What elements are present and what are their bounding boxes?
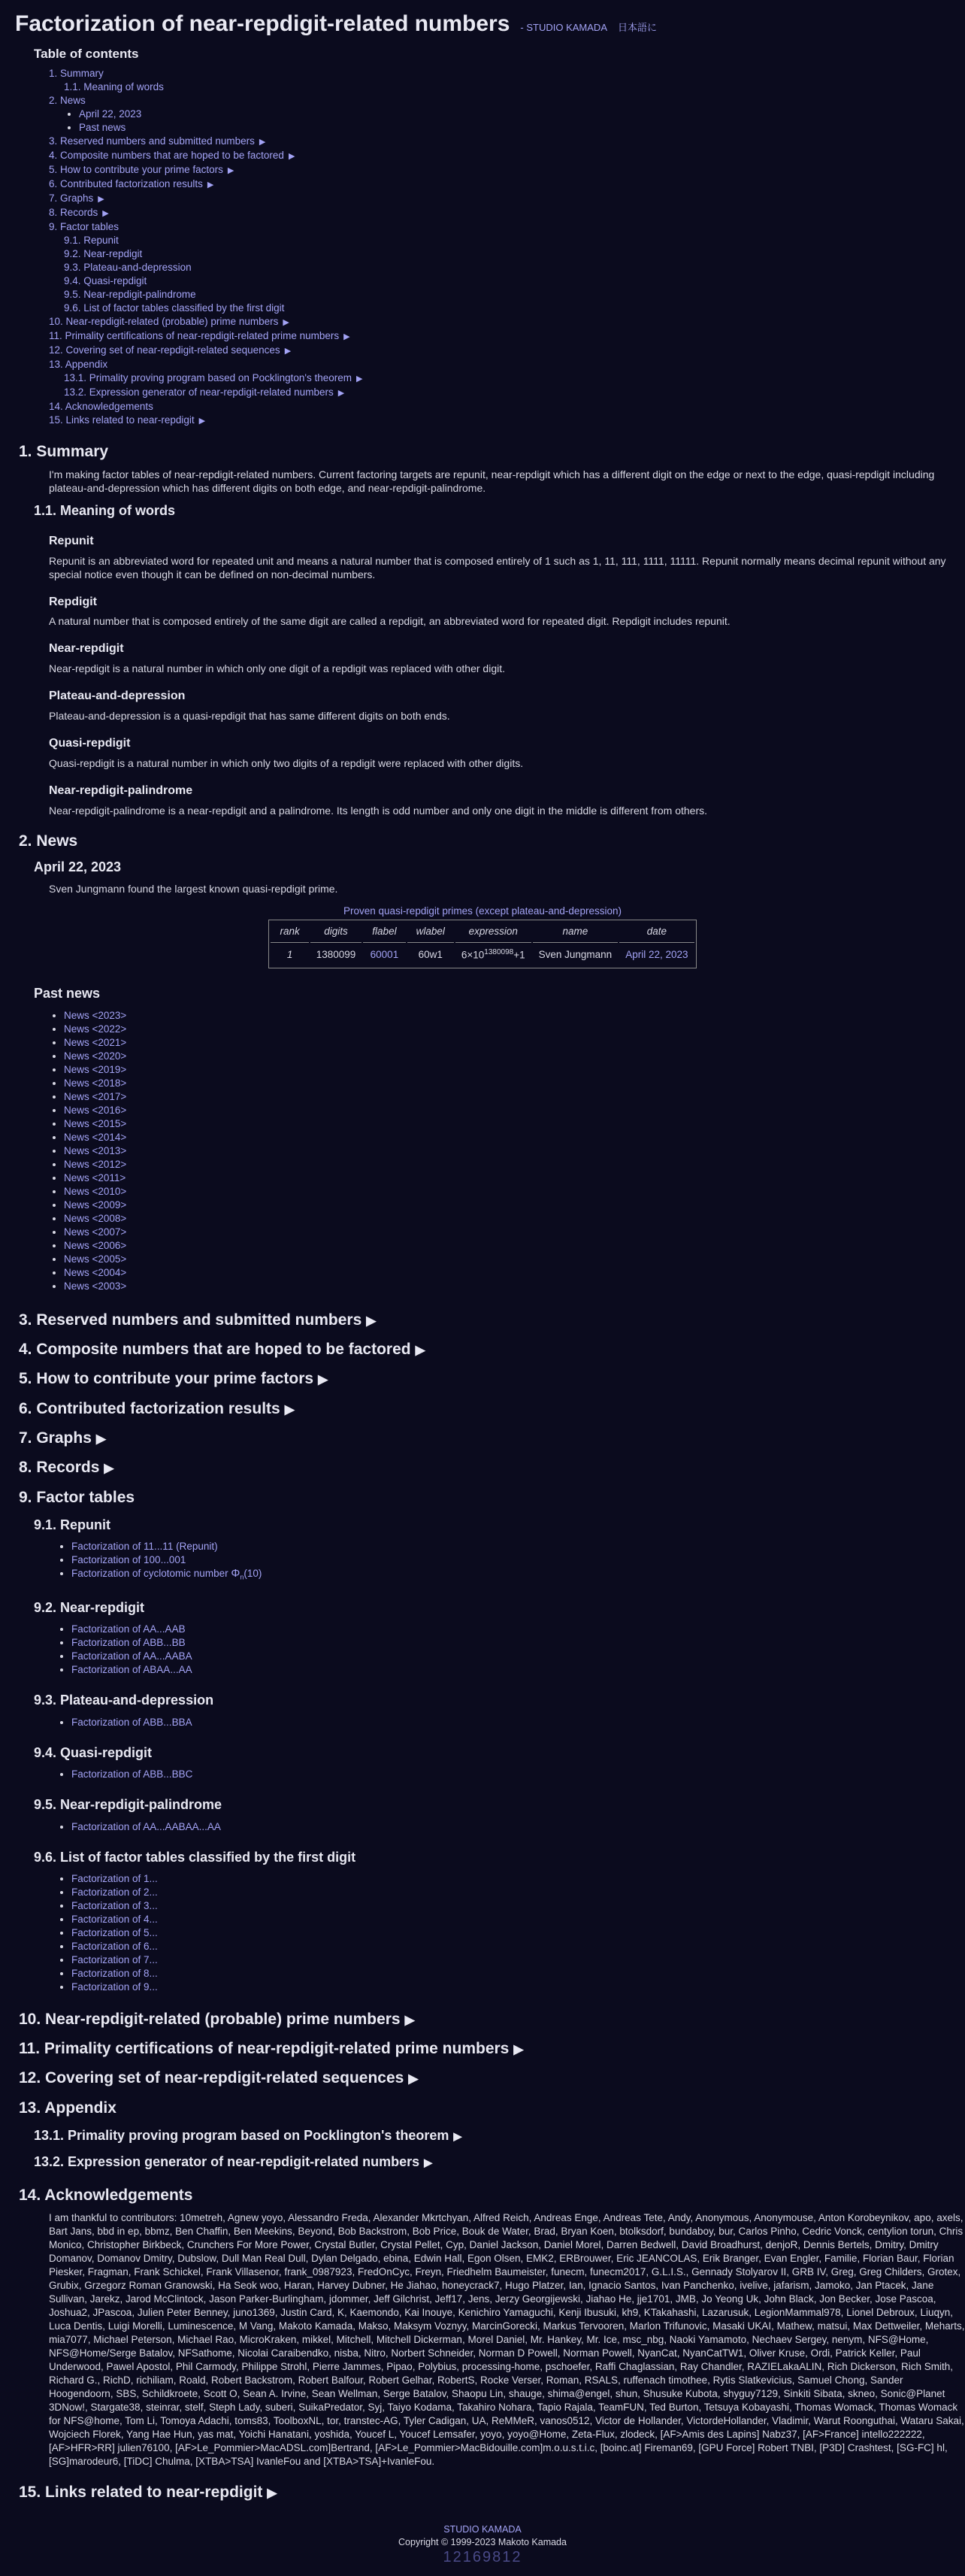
- toc-link[interactable]: 9.5. Near-repdigit-palindrome: [64, 289, 196, 301]
- toc-link[interactable]: 1.1. Meaning of words: [64, 81, 164, 93]
- list-item: [71, 1953, 950, 1967]
- triangle-icon: ▶: [95, 1431, 106, 1446]
- repunit-links: [71, 1540, 950, 1584]
- factor-table-link[interactable]: Factorization of cyclotomic number $\Phi_n(10)$: [71, 1567, 262, 1581]
- past-news-link[interactable]: News <2013>: [64, 1144, 127, 1156]
- past-news-link[interactable]: News <2015>: [64, 1117, 127, 1129]
- primes-table-caption: Proven quasi-repdigit primes (except plateau-and-depression): [343, 905, 622, 917]
- section-heading[interactable]: 7. Graphs ▶: [19, 1429, 106, 1447]
- section-heading[interactable]: 4. Composite numbers that are hoped to be factored ▶: [19, 1341, 425, 1359]
- triangle-icon: ▶: [267, 2486, 277, 2501]
- factor-table-link[interactable]: Factorization of 1...: [71, 1872, 158, 1884]
- primes-table: [268, 920, 696, 969]
- term-definition: Repunit is an abbreviated word for repeated unit and means a natural number that is composed entirely of 1 such as 1, 11, 111, 1111, 11111. Repunit normally means decimal repunit without any special notice even though it can be defined on non-decimal numbers.: [49, 554, 946, 580]
- toc-link[interactable]: 13.1. Primality proving program based on Pocklington's theorem ▶: [64, 372, 363, 384]
- triangle-icon: ▶: [259, 138, 266, 147]
- past-news-link[interactable]: News <2006>: [64, 1239, 127, 1251]
- digits-cell: 1380099: [310, 942, 362, 966]
- copyright: Copyright © 1999-2023 Makoto Kamada: [398, 2537, 567, 2548]
- column-header: rank: [280, 925, 300, 937]
- toc-link[interactable]: 4. Composite numbers that are hoped to be factored ▶: [49, 150, 295, 162]
- subsection-heading: 9.3. Plateau-and-depression: [34, 1693, 214, 1708]
- past-news-link[interactable]: News <2023>: [64, 1009, 127, 1021]
- term-heading: Repdigit: [49, 595, 97, 608]
- past-news-list: [64, 1009, 950, 1293]
- list-item: [71, 1716, 950, 1729]
- past-news-link[interactable]: News <2003>: [64, 1280, 127, 1292]
- list-item: [71, 1926, 950, 1940]
- triangle-icon: ▶: [283, 318, 289, 328]
- toc-link[interactable]: April 22, 2023: [79, 108, 142, 120]
- list-item: [64, 1063, 950, 1077]
- column-header: expression: [468, 925, 518, 937]
- factor-tables-heading: 9. Factor tables: [19, 1488, 135, 1506]
- list-item: [71, 1623, 950, 1636]
- factor-table-link[interactable]: Factorization of AA...AABAA...AA: [71, 1820, 221, 1832]
- language-link[interactable]: 日本語に: [618, 22, 658, 33]
- list-item: [64, 1185, 950, 1199]
- triangle-icon: ▶: [227, 166, 234, 176]
- triangle-icon: ▶: [337, 389, 345, 399]
- list-item: [64, 1253, 950, 1266]
- past-news-heading: Past news: [34, 986, 101, 1002]
- toc-link[interactable]: 12. Covering set of near-repdigit-related sequences ▶: [49, 344, 291, 356]
- list-item: [64, 1239, 950, 1253]
- factor-table-link[interactable]: Factorization of 2...: [71, 1886, 158, 1898]
- triangle-icon: ▶: [284, 347, 291, 356]
- term-definition: Plateau-and-depression is a quasi-repdigit that has same different digits on both ends.: [49, 709, 450, 722]
- list-item: [71, 1967, 950, 1980]
- toc-link[interactable]: 1. Summary: [49, 68, 104, 80]
- list-item: [71, 1980, 950, 1994]
- list-item: [71, 1899, 950, 1913]
- date-link[interactable]: April 22, 2023: [625, 949, 688, 961]
- list-item: [71, 1553, 950, 1567]
- triangle-icon: ▶: [408, 2071, 419, 2087]
- triangle-icon: ▶: [453, 2131, 462, 2144]
- palindrome-links: [71, 1820, 950, 1834]
- toc-link[interactable]: 8. Records ▶: [49, 207, 109, 219]
- toc-link[interactable]: 3. Reserved numbers and submitted numbers ▶: [49, 135, 266, 147]
- page-header: [15, 9, 950, 38]
- column-header: date: [646, 925, 667, 937]
- list-item: [64, 1090, 950, 1104]
- near-repdigit-links: [71, 1623, 950, 1677]
- list-item: [64, 1050, 950, 1063]
- toc-link[interactable]: 5. How to contribute your prime factors ▶: [49, 164, 234, 176]
- triangle-icon: ▶: [415, 1343, 425, 1358]
- list-item: [64, 1280, 950, 1293]
- toc-link[interactable]: 10. Near-repdigit-related (probable) prime numbers ▶: [49, 316, 289, 328]
- factor-table-link[interactable]: Factorization of 3...: [71, 1899, 158, 1911]
- table-of-contents: [34, 46, 950, 428]
- triangle-icon: ▶: [104, 1461, 114, 1476]
- rank-cell: 1: [271, 942, 308, 966]
- list-item: [71, 1540, 950, 1553]
- factor-table-link[interactable]: Factorization of 6...: [71, 1940, 158, 1952]
- list-item: [64, 1023, 950, 1036]
- past-news-link[interactable]: News <2004>: [64, 1266, 127, 1278]
- subsection-heading: 9.6. List of factor tables classified by the first digit: [34, 1849, 356, 1865]
- flabel-link[interactable]: 60001: [370, 949, 399, 961]
- page-title: Factorization of near-repdigit-related numbers: [15, 11, 510, 36]
- subsection-heading[interactable]: 13.2. Expression generator of near-repdigit-related numbers ▶: [34, 2154, 433, 2170]
- footer: [15, 2523, 950, 2565]
- toc-link[interactable]: 2. News: [49, 95, 86, 107]
- list-item: [64, 1036, 950, 1050]
- section-heading[interactable]: 10. Near-repdigit-related (probable) prime numbers ▶: [19, 2010, 415, 2028]
- first-digit-links: [71, 1872, 950, 1994]
- acknowledgements-text: I am thankful to contributors: 10metreh, Agnew yoyo, Alessandro Freda, Alexander Mkrtchyan, Alfred Reich, Andreas Enge, Andreas Tete, Andy, Anonymous, Anonymouse, Anton Korobeynikov, apo, axels, Bart Jans, bbd in ep, bbmz, Ben Chaffin, Ben Meekins, Beyond, Bob Backstrom, Bob Price, Bouk de Water, Brad, Bryan Koen, btolksdorf, bundaboy, bur, Carlos Pinho, Cedric Vonck, centylion torun, Chris Monico, Christopher Birkbeck, Crunchers For More Power, Crystal Butler, Crystal Pellet, Cyp, Daniel Jackson, Daniel Morel, Darren Bedwell, David Broadhurst, denjoR, Dennis Bertels, Dmitry, Dmitry Domanov, Domanov Dmitry, Dubslow, Dull Man Real Dull, Dylan Delgado, ebina, Edwin Hall, Egon Olsen, EMK2, ERBrouwer, Eric JEANCOLAS, Erik Branger, Evan Engler, Familie, Florian Baur, Florian Piesker, Fragman, Frank Schickel, Frank Villasenor, frank_0987923, FredOnCyc, Freyn, Friedhelm Baumeister, funecm, funecm2017, G.L.I.S., Gennady Stolyarov II, GRB IV, Greg, Greg Childers, Grotex, Grubix, Grzegorz Roman Granowski, Ha Seok woo, Haran, Harvey Dubner, He Jiahao, honeycrack7, Hugo Platzer, Ian, Ignacio Santos, Ivan Panchenko, ivelive, jafarism, Jamoko, Jan Ptacek, Jane Sullivan, Jarekz, Jarod McClintock, Jason Parker-Burlingham, jdommer, Jeff Gilchrist, Jeff17, Jens, Jerzy Georgijewski, Jiahao He, jje1701, JMB, Jo Yeong Uk, John Black, Jon Becker, Jose Pascoa, Joshua2, JPascoa, Julien Peter Benney, juno1369, Justin Card, K, Kaemondo, Kai Inouye, Kenichiro Yamaguchi, Kenji Ibusuki, kh9, KTakahashi, Lazarusuk, LegionMammal978, Lionel Debroux, Liuqyn, Luca Dentis, Luigi Morelli, Luminescence, M Vang, Makoto Kamada, Makso, Maksym Voznyy, MarcinGorecki, Markus Tervooren, Marlon Trifunovic, Masaki UKAI, Mathew, matsui, Max Dettweiler, Meharts, mia7077, Michael Peterson, Michael Rao, MicroKraken, mikkel, Mitchell, Mitchell Dickerman, Morel Daniel, Mr. Hankey, Mr. Ice, msc_nbg, Naoki Yamamoto, Nechaev Sergey, nenym, NFS@Home, NFS@Home/Serge Batalov, NFSathome, Nicolai Caraibendko, nisba, Nitro, Norbert Schneider, Norman D Powell, Norman Powell, NyanCat, NyanCatTW1, Oliver Kruse, Ordi, Patrick Keller, Paul Underwood, Pawel Apostol, Phil Carmody, Philippe Strohl, Pierre Jammes, Pipao, Polybius, processing-home, pschoefer, Raffi Chaglassian, Ray Chandler, RAZIELakaALIN, Rich Dickerson, Rich Smith, Richard G., RichD, richiliam, Roald, Robert Backstrom, Robert Balfour, Robert Gelhar, RobertS, Rocke Verser, Roman, RSALS, ruffenach timothee, Rytis Slatkevicius, Samuel Chong, Sander Hoogendoorn, SBS, Schildkroete, Scott O, Sean A. Irvine, Sean Wellman, Serge Batalov, Shaopu Lin, shauge, shima@engel, shun, Shusuke Kubota, shyguy7129, Sinkiti Sibata, skneo, Sonic@Planet 3DNow!, Stargate38, steinrar, stelf, Steph Lady, suberi, SuikaPredator, Syj, Taiyo Kodama, Takahiro Nohara, Tapio Rajala, TeamFUN, Ted Burton, Tetsuya Kobayashi, Thomas Womack, Thomas Womack for NFS@home, Tom Li, Tomoya Adachi, toms83, ToolboxNL, tor, transtec-AG, Tyler Cadigan, UA, ReMMeR, vanos0512, Victor de Hollander, VictordeHollander, Vladimir, Warut Roonguthai, Wataru Sakai, Wojciech Florek, Yang Hae Hun, yas mat, Yoichi Hanatani, yoshida, Youcef L, Youcef Lemsafer, yoyo, yoyo@Home, Zeta-Flux, zlodeck, [AF>Amis des Lapins] Nabz37, [AF>France] intello222222, [AF>HFR>RR] julien76100, [AF>Le_Pommier>MacADSL.com]Bertrand, [AF>Le_Pommier>MacBidouille.com]m.o.u.s.t.i.c, [boinc.at] Fireman69, [GPU Force] Robert TNBI, [P3D] Crashtest, [SG-FC] hl, [SG]marodeur6, [TiDC] Chulma, [XTBA>TSA] IvanleFou and [XTBA>TSA]+IvanleFou.: [49, 2212, 965, 2468]
- list-item: [71, 1872, 950, 1886]
- past-news-link[interactable]: News <2016>: [64, 1104, 127, 1116]
- list-item: [64, 1171, 950, 1185]
- factor-table-link[interactable]: Factorization of 4...: [71, 1913, 158, 1925]
- toc-link[interactable]: 6. Contributed factorization results ▶: [49, 178, 214, 190]
- triangle-icon: ▶: [288, 152, 295, 162]
- toc-link[interactable]: 9.3. Plateau-and-depression: [64, 262, 192, 274]
- section-heading[interactable]: 12. Covering set of near-repdigit-related sequences ▶: [19, 2069, 419, 2087]
- term-definition: A natural number that is composed entirely of the same digit are called a repdigit, an abbreviated word for repeated digit. Repdigit includes repunit.: [49, 615, 731, 628]
- list-item: [64, 1144, 950, 1158]
- acknowledgements-heading: 14. Acknowledgements: [19, 2186, 193, 2204]
- column-header: flabel: [372, 925, 397, 937]
- table-header-row: [271, 922, 694, 941]
- list-item: [64, 1199, 950, 1212]
- access-counter: 12169812: [443, 2549, 522, 2566]
- term-definition: Near-repdigit is a natural number in which only one digit of a repdigit was replaced with other digit.: [49, 662, 505, 675]
- factor-table-link[interactable]: Factorization of 8...: [71, 1967, 158, 1979]
- list-item: [64, 1226, 950, 1239]
- triangle-icon: ▶: [356, 374, 363, 384]
- appendix-heading: 13. Appendix: [19, 2099, 116, 2117]
- list-item: [64, 1077, 950, 1090]
- column-header: name: [562, 925, 588, 937]
- factor-table-link[interactable]: Factorization of 5...: [71, 1926, 158, 1938]
- past-news-link[interactable]: News <2009>: [64, 1199, 127, 1211]
- toc-link[interactable]: 7. Graphs ▶: [49, 192, 104, 205]
- flabel-cell: [363, 942, 405, 966]
- summary-text: I'm making factor tables of near-repdigit-related numbers. Current factoring targets are repunit, near-repdigit which has a different digit on the edge or next to the edge, quasi-repdigit including plateau-and-depression which has different digits on both edge, and near-repdigit-palindrome.: [49, 468, 935, 495]
- list-item: [71, 1886, 950, 1899]
- section-heading[interactable]: 5. How to contribute your prime factors ▶: [19, 1370, 328, 1388]
- factor-table-link[interactable]: Factorization of AA...AABA: [71, 1650, 192, 1662]
- footer-studio-link[interactable]: STUDIO KAMADA: [443, 2524, 522, 2535]
- toc-link[interactable]: 15. Links related to near-repdigit ▶: [49, 414, 205, 426]
- factor-table-link[interactable]: Factorization of 9...: [71, 1980, 158, 1993]
- name-cell: Sven Jungmann: [533, 942, 619, 966]
- toc-link[interactable]: Past news: [79, 122, 126, 134]
- toc-link[interactable]: 9.2. Near-repdigit: [64, 248, 143, 260]
- term-heading: Plateau-and-depression: [49, 689, 186, 703]
- triangle-icon: ▶: [404, 2012, 415, 2027]
- toc-link[interactable]: 13. Appendix: [49, 359, 108, 371]
- past-news-link[interactable]: News <2008>: [64, 1212, 127, 1224]
- factor-table-link[interactable]: Factorization of AA...AAB: [71, 1623, 186, 1635]
- plateau-links: [71, 1716, 950, 1729]
- triangle-icon: ▶: [207, 180, 214, 190]
- factor-table-link[interactable]: Factorization of ABAA...AA: [71, 1664, 192, 1676]
- expression-cell: $6\times 10^{1380098}+1$: [455, 942, 531, 966]
- toc-link[interactable]: 9.4. Quasi-repdigit: [64, 275, 147, 287]
- quasi-repdigit-links: [71, 1768, 950, 1781]
- toc-link[interactable]: 13.2. Expression generator of near-repdigit-related numbers ▶: [64, 386, 345, 399]
- term-definition: Near-repdigit-palindrome is a near-repdigit and a palindrome. Its length is odd number and only one digit in the middle is different from others.: [49, 804, 707, 817]
- wlabel-cell: 60w1: [407, 942, 454, 966]
- past-news-link[interactable]: News <2010>: [64, 1185, 127, 1197]
- list-item: [71, 1636, 950, 1650]
- list-item: [64, 1009, 950, 1023]
- triangle-icon: ▶: [102, 209, 109, 219]
- toc-link[interactable]: 11. Primality certifications of near-repdigit-related prime numbers ▶: [49, 330, 350, 342]
- studio-link[interactable]: - STUDIO KAMADA: [520, 22, 607, 33]
- triangle-icon: ▶: [513, 2042, 524, 2057]
- list-item: [64, 1212, 950, 1226]
- triangle-icon: ▶: [343, 332, 350, 342]
- list-item: [71, 1663, 950, 1677]
- triangle-icon: ▶: [366, 1313, 377, 1328]
- section-heading[interactable]: 15. Links related to near-repdigit ▶: [19, 2484, 277, 2502]
- subsection-heading: 9.2. Near-repdigit: [34, 1599, 145, 1615]
- section-summary-heading: 1. Summary: [19, 443, 109, 461]
- term-heading: Near-repdigit: [49, 642, 124, 656]
- news-text: Sven Jungmann found the largest known quasi-repdigit prime.: [49, 883, 338, 896]
- past-news-link[interactable]: News <2012>: [64, 1158, 127, 1170]
- toc-link[interactable]: 14. Acknowledgements: [49, 401, 153, 413]
- column-header: wlabel: [416, 925, 445, 937]
- list-item: [71, 1940, 950, 1953]
- factor-table-link[interactable]: Factorization of 11...11 (Repunit): [71, 1541, 218, 1553]
- past-news-link[interactable]: News <2020>: [64, 1050, 127, 1062]
- section-news-heading: 2. News: [19, 832, 78, 850]
- subsection-heading: 9.4. Quasi-repdigit: [34, 1744, 153, 1760]
- subsection-heading: 9.1. Repunit: [34, 1517, 111, 1532]
- triangle-icon: ▶: [284, 1402, 295, 1417]
- section-heading[interactable]: 11. Primality certifications of near-repdigit-related prime numbers ▶: [19, 2040, 524, 2058]
- toc-title: Table of contents: [34, 47, 139, 61]
- past-news-link[interactable]: News <2021>: [64, 1036, 127, 1048]
- triangle-icon: ▶: [98, 195, 104, 205]
- past-news-link[interactable]: News <2007>: [64, 1226, 127, 1238]
- list-item: [71, 1820, 950, 1834]
- column-header: digits: [324, 925, 348, 937]
- meaning-of-words-heading: 1.1. Meaning of words: [34, 503, 176, 519]
- subsection-heading[interactable]: 13.1. Primality proving program based on Pocklington's theorem ▶: [34, 2128, 462, 2144]
- list-item: [64, 1131, 950, 1144]
- news-date-heading: April 22, 2023: [34, 859, 122, 874]
- factor-table-link[interactable]: Factorization of ABB...BB: [71, 1637, 186, 1649]
- list-item: [71, 1567, 950, 1584]
- toc-link[interactable]: 9.1. Repunit: [64, 235, 119, 247]
- triangle-icon: ▶: [198, 417, 205, 426]
- past-news-link[interactable]: News <2022>: [64, 1023, 127, 1035]
- list-item: [71, 1650, 950, 1663]
- list-item: [64, 1266, 950, 1280]
- term-heading: Repunit: [49, 534, 94, 547]
- past-news-link[interactable]: News <2019>: [64, 1063, 127, 1075]
- factor-table-link[interactable]: Factorization of ABB...BBC: [71, 1768, 193, 1780]
- table-row: [271, 942, 694, 966]
- list-item: [64, 1158, 950, 1171]
- toc-link[interactable]: 9.6. List of factor tables classified by the first digit: [64, 302, 285, 314]
- past-news-link[interactable]: News <2011>: [64, 1171, 126, 1183]
- section-heading[interactable]: 6. Contributed factorization results ▶: [19, 1399, 295, 1417]
- past-news-link[interactable]: News <2017>: [64, 1090, 127, 1102]
- section-heading[interactable]: 8. Records ▶: [19, 1459, 114, 1477]
- list-item: [71, 1768, 950, 1781]
- term-heading: Near-repdigit-palindrome: [49, 783, 193, 797]
- list-item: [64, 1117, 950, 1131]
- section-heading[interactable]: 3. Reserved numbers and submitted numbers ▶: [19, 1311, 377, 1329]
- triangle-icon: ▶: [318, 1372, 328, 1387]
- factor-table-link[interactable]: Factorization of 100...001: [71, 1554, 186, 1566]
- term-heading: Quasi-repdigit: [49, 736, 131, 750]
- list-item: [64, 1104, 950, 1117]
- past-news-link[interactable]: News <2014>: [64, 1131, 127, 1143]
- term-definition: Quasi-repdigit is a natural number in which only two digits of a repdigit were replaced with other digits.: [49, 756, 524, 769]
- past-news-link[interactable]: News <2018>: [64, 1077, 127, 1089]
- triangle-icon: ▶: [424, 2157, 433, 2170]
- list-item: [71, 1913, 950, 1926]
- factor-table-link[interactable]: Factorization of 7...: [71, 1953, 158, 1965]
- toc-link[interactable]: 9. Factor tables: [49, 221, 119, 233]
- factor-table-link[interactable]: Factorization of ABB...BBA: [71, 1716, 192, 1728]
- past-news-link[interactable]: News <2005>: [64, 1253, 127, 1265]
- date-cell: [619, 942, 694, 966]
- subsection-heading: 9.5. Near-repdigit-palindrome: [34, 1797, 222, 1813]
